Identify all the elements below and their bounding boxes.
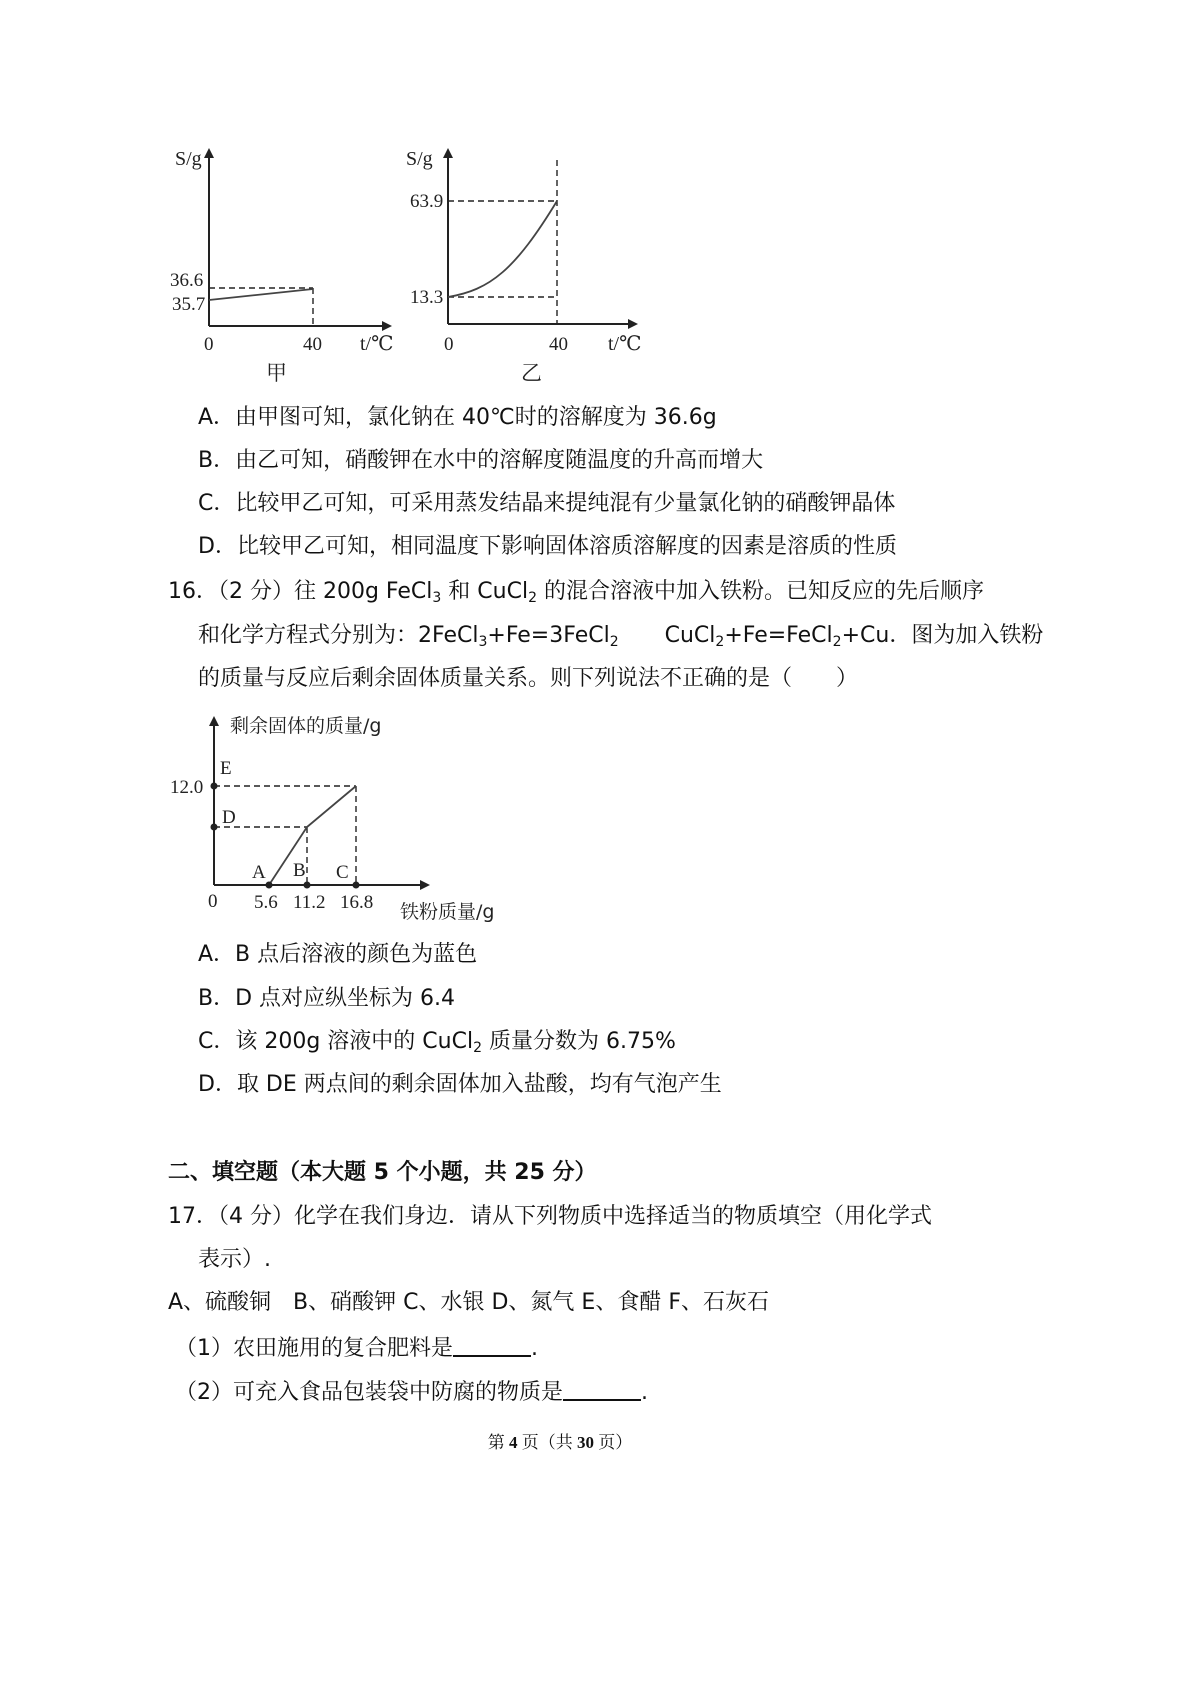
x-axis-label: 铁粉质量/g: [400, 901, 495, 923]
figure-label: 甲: [266, 361, 287, 385]
x-axis-label: t/℃: [360, 333, 394, 355]
answer-blank[interactable]: [563, 1377, 641, 1401]
answer-blank[interactable]: [453, 1333, 531, 1357]
q15-option-c: C．比较甲乙可知，可采用蒸发结晶来提纯混有少量氯化钠的硝酸钾晶体: [198, 491, 896, 516]
q15-option-d: D．比较甲乙可知，相同温度下影响固体溶质溶解度的因素是溶质的性质: [198, 534, 897, 559]
y-axis-label: S/g: [175, 148, 202, 170]
q15-option-b: B．由乙可知，硝酸钾在水中的溶解度随温度的升高而增大: [198, 448, 764, 473]
y-tick-label: 35.7: [172, 294, 206, 315]
q15-option-a: A．由甲图可知，氯化钠在 40℃时的溶解度为 36.6g: [198, 405, 717, 430]
y-axis-label: S/g: [406, 148, 433, 170]
x-tick-label: 5.6: [254, 892, 278, 913]
x-axis-label: t/℃: [608, 333, 642, 355]
x-tick-label: 40: [549, 334, 568, 355]
figure-label: 乙: [521, 361, 542, 385]
q16-stem-line1: 16．（2 分）往 200g FeCl$_3$ 和 CuCl$_2$ 的混合溶液中加入铁粉。已知反应的先后顺序: [168, 579, 984, 606]
iron-powder-graph: [160, 708, 510, 930]
q17-sub1: （1）农田施用的复合肥料是 .: [175, 1333, 538, 1364]
y-axis-label: 剩余固体的质量/g: [230, 715, 382, 737]
point-label-b: B: [293, 860, 306, 881]
q16-option-c: C．该 200g 溶液中的 CuCl$_2$ 质量分数为 6.75%: [198, 1029, 676, 1056]
q16-stem-line2: 和化学方程式分别为：2FeCl$_3$+Fe=3FeCl$_2$ CuCl$_2$+Fe=FeCl$_2$+Cu．图为加入铁粉: [198, 623, 1044, 650]
x-tick-label: 40: [303, 334, 322, 355]
q16-option-b: B．D 点对应纵坐标为 6.4: [198, 986, 456, 1011]
solubility-graph-yi: [400, 140, 650, 395]
q16-option-a: A．B 点后溶液的颜色为蓝色: [198, 942, 478, 967]
point-label-a: A: [252, 862, 266, 883]
y-tick-label: 13.3: [410, 287, 444, 308]
x-tick-label: 16.8: [340, 892, 374, 913]
y-tick-label: 63.9: [410, 191, 444, 212]
y-tick-label: 12.0: [170, 777, 204, 798]
solubility-graph-jia: [160, 140, 410, 395]
origin-label: 0: [204, 334, 214, 355]
q17-stem-line1: 17．（4 分）化学在我们身边．请从下列物质中选择适当的物质填空（用化学式: [168, 1204, 932, 1229]
origin-label: 0: [444, 334, 454, 355]
q17-choices: A、硫酸铜 B、硝酸钾 C、水银 D、氮气 E、食醋 F、石灰石: [168, 1290, 769, 1315]
q16-option-d: D．取 DE 两点间的剩余固体加入盐酸，均有气泡产生: [198, 1072, 722, 1097]
q17-sub2: （2）可充入食品包装袋中防腐的物质是 .: [175, 1377, 648, 1408]
section-heading: 二、填空题（本大题 5 个小题，共 25 分）: [168, 1160, 597, 1185]
point-label-d: D: [222, 807, 236, 828]
q17-stem-line2: 表示）.: [198, 1247, 271, 1272]
point-label-e: E: [220, 758, 232, 779]
y-tick-label: 36.6: [170, 270, 204, 291]
x-tick-label: 11.2: [293, 892, 326, 913]
origin-label: 0: [208, 891, 218, 912]
q16-stem-line3: 的质量与反应后剩余固体质量关系。则下列说法不正确的是（ ）: [198, 666, 859, 691]
page-footer: 第 4 页（共 30 页）: [487, 1433, 633, 1452]
point-label-c: C: [336, 862, 349, 883]
